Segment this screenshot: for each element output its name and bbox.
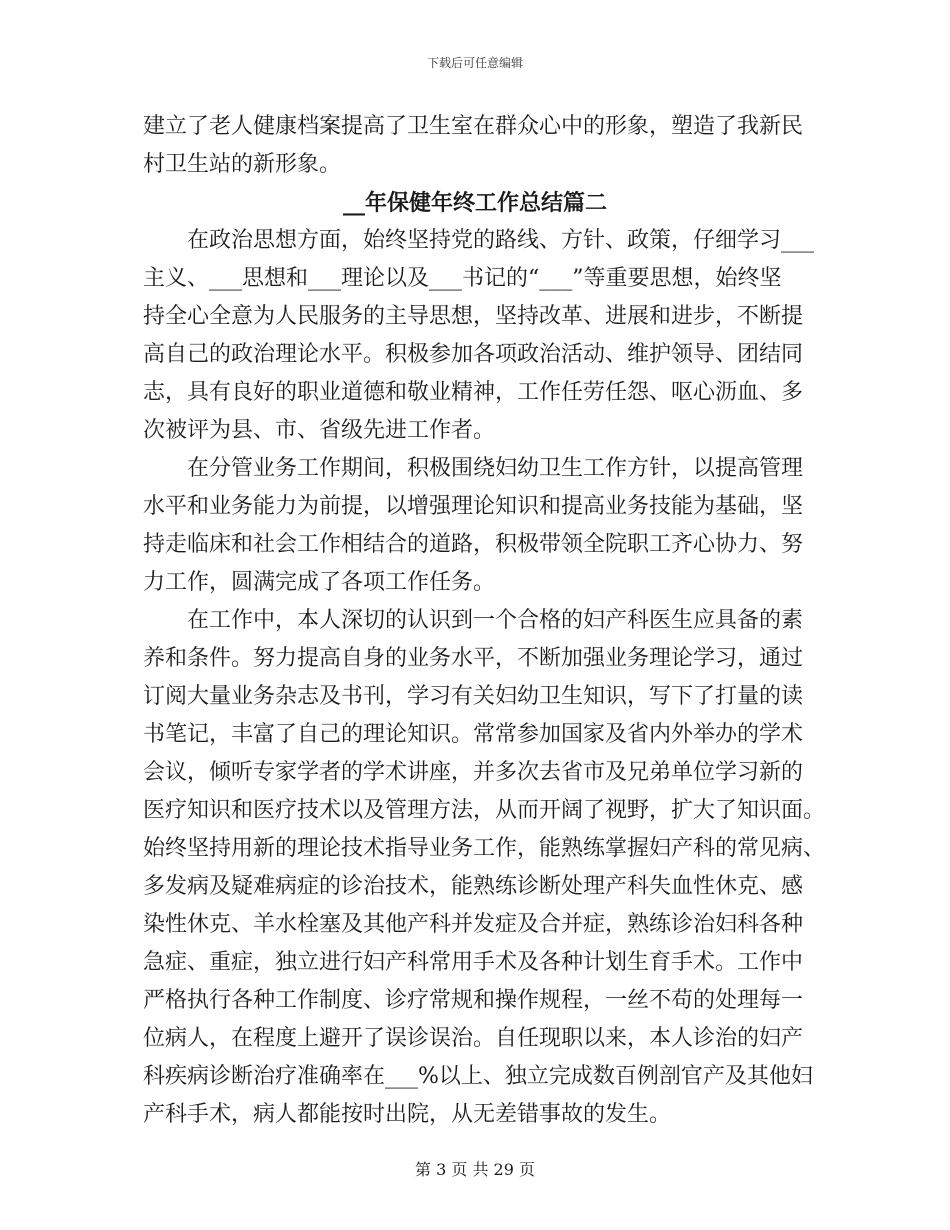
paragraph-management xyxy=(143,450,807,602)
paragraph-line: 在分管业务工作期间，积极围绕妇幼卫生工作方针，以提高管理 xyxy=(187,456,804,481)
paragraph-line: 订阅大量业务杂志及书刊，学习有关妇幼卫生知识，写下了打量的读 xyxy=(143,684,804,709)
paragraph-line: 志，具有良好的职业道德和敬业精神，工作任劳任怨、呕心沥血、多 xyxy=(143,380,804,405)
paragraph-line: 位病人，在程度上避开了误诊误治。自任现职以来，本人诊治的妇产 xyxy=(143,1026,804,1051)
document-body xyxy=(143,108,826,1134)
intro-line: 村卫生站的新形象。 xyxy=(143,152,342,177)
paragraph-line: 急症、重症，独立进行妇产科常用手术及各种计划生育手术。工作中 xyxy=(143,950,804,975)
paragraph-line: 高自己的政治理论水平。积极参加各项政治活动、维护领导、团结同 xyxy=(143,342,804,367)
paragraph-line: 在政治思想方面，始终坚持党的路线、方针、政策，仔细学习___ xyxy=(187,228,815,253)
paragraph-line: 主义、___思想和___理论以及___书记的“___”等重要思想，始终坚 xyxy=(143,266,782,291)
paragraph-line: 力工作，圆满完成了各项工作任务。 xyxy=(143,570,496,595)
paragraph-line: 产科手术，病人都能按时出院，从无差错事故的发生。 xyxy=(143,1102,672,1127)
intro-line: 建立了老人健康档案提高了卫生室在群众心中的形象，塑造了我新民 xyxy=(143,114,804,139)
paragraph-work xyxy=(143,602,826,1134)
paragraph-line: 持走临床和社会工作相结合的道路，积极带领全院职工齐心协力、努 xyxy=(143,532,804,557)
paragraph-line: 次被评为县、市、省级先进工作者。 xyxy=(143,418,496,443)
paragraph-line: 书笔记，丰富了自己的理论知识。常常参加国家及省内外举办的学术 xyxy=(143,722,804,747)
paragraph-line: 在工作中，本人深切的认识到一个合格的妇产科医生应具备的素 xyxy=(187,608,804,633)
paragraph-line: 持全心全意为人民服务的主导思想，坚持改革、进展和进步，不断提 xyxy=(143,304,804,329)
paragraph-line: 染性休克、羊水栓塞及其他产科并发症及合并症，熟练诊治妇科各种 xyxy=(143,912,804,937)
paragraph-line: 始终坚持用新的理论技术指导业务工作，能熟练掌握妇产科的常见病、 xyxy=(143,836,826,861)
page-header-note: 下载后可任意编辑 xyxy=(426,56,523,70)
paragraph-line: 严格执行各种工作制度、诊疗常规和操作规程，一丝不苟的处理每一 xyxy=(143,988,804,1013)
page-number: 第 3 页 共 29 页 xyxy=(415,1160,535,1179)
paragraph-political xyxy=(143,222,815,450)
paragraph-line: 医疗知识和医疗技术以及管理方法，从而开阔了视野，扩大了知识面。 xyxy=(143,798,826,823)
paragraph-line: 水平和业务能力为前提，以增强理论知识和提高业务技能为基础，坚 xyxy=(143,494,804,519)
section-heading: __年保健年终工作总结篇二 xyxy=(342,190,607,216)
paragraph-line: 养和条件。努力提高自身的业务水平，不断加强业务理论学习，通过 xyxy=(143,646,804,671)
paragraph-line: 会议，倾听专家学者的学术讲座，并多次去省市及兄弟单位学习新的 xyxy=(143,760,804,785)
paragraph-line: 多发病及疑难病症的诊治技术，能熟练诊断处理产科失血性休克、感 xyxy=(143,874,804,899)
paragraph-line: 科疾病诊断治疗准确率在___%以上、独立完成数百例剖官产及其他妇 xyxy=(143,1064,813,1089)
